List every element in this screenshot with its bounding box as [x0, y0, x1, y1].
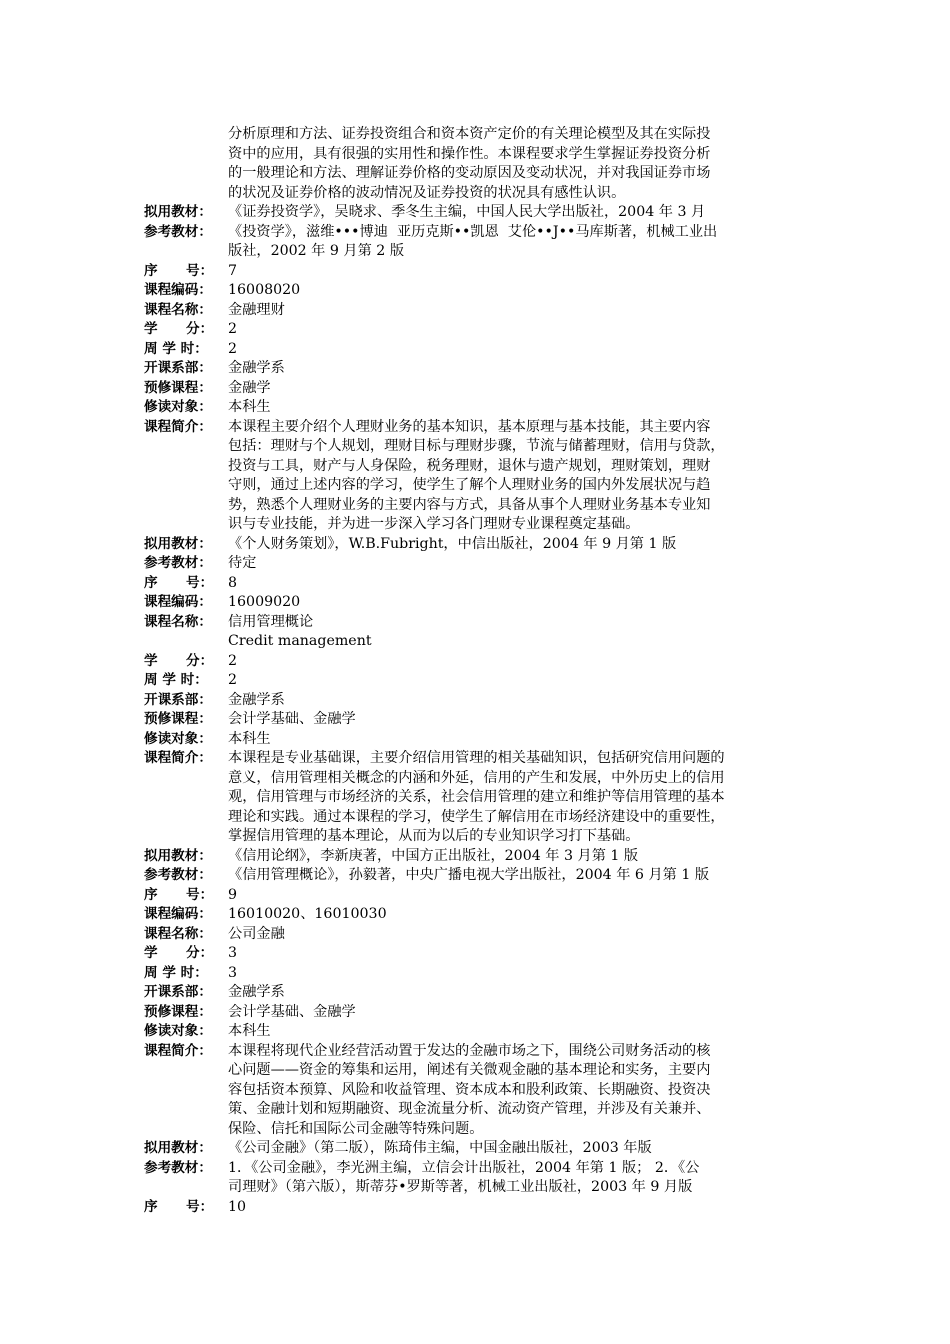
- field-label: 学 分：: [144, 652, 214, 669]
- field-row: [144, 1198, 824, 1218]
- field-label: 课程简介：: [144, 1042, 212, 1059]
- field-label: 周 学 时：: [144, 672, 208, 688]
- field-value: [228, 281, 824, 301]
- field-label: 课程编码：: [144, 282, 212, 298]
- field-row: [144, 730, 824, 750]
- field-value-line: 7: [228, 262, 238, 279]
- field-value-line: 策、金融计划和短期融资、现金流量分析、流动资产管理，并涉及有关兼并、: [228, 1101, 711, 1117]
- field-value-line: Credit management: [228, 633, 372, 649]
- field-label: 参考教材：: [144, 555, 212, 571]
- field-row: [144, 359, 824, 379]
- field-value-line: 投资与工具，财产与人身保险，税务理财，退休与遗产规划，理财策划，理财: [228, 457, 711, 474]
- field-row: [144, 574, 824, 594]
- field-value-line: 《证券投资学》，吴晓求、季冬生主编，中国人民大学出版社，2004 年 3 月: [228, 204, 706, 220]
- field-row: [144, 203, 824, 223]
- field-value: [228, 262, 824, 282]
- field-value-line: 金融学系: [228, 984, 285, 1000]
- field-value-line: 1．《公司金融》，李光洲主编，立信会计出版社，2004 年第 1 版； 2．《公: [228, 1159, 700, 1176]
- field-value-line: 保险、信托和国际公司金融等特殊问题。: [228, 1120, 484, 1137]
- field-value-line: 9: [228, 886, 238, 903]
- field-value-line: 意义，信用管理相关概念的内涵和外延，信用的产生和发展，中外历史上的信用: [228, 769, 725, 786]
- field-row: [144, 1159, 824, 1198]
- field-value-line: 《信用管理概论》，孙毅著，中央广播电视大学出版社，2004 年 6 月第 1 版: [228, 867, 710, 883]
- field-value-line: 包括：理财与个人规划，理财目标与理财步骤，节流与储蓄理财，信用与贷款，: [228, 438, 725, 454]
- field-row: [144, 554, 824, 574]
- field-row: [144, 710, 824, 730]
- field-label: 课程编码：: [144, 594, 212, 610]
- field-value: [228, 944, 824, 964]
- field-value-line: 识与专业技能，并为进一步深入学习各门理财专业课程奠定基础。: [228, 516, 640, 532]
- field-value: [228, 359, 824, 379]
- field-value-line: 容包括资本预算、风险和收益管理、资本成本和股利政策、长期融资、投资决: [228, 1081, 711, 1098]
- field-value-line: 8: [228, 574, 238, 591]
- field-value-line: 观，信用管理与市场经济的关系，社会信用管理的建立和维护等信用管理的基本: [228, 789, 725, 805]
- field-label: 学 分：: [144, 321, 214, 337]
- field-label: 拟用教材：: [144, 204, 212, 220]
- field-value: [228, 652, 824, 672]
- field-value: [228, 1003, 824, 1023]
- field-row: [144, 1139, 824, 1159]
- field-label: 序 号：: [144, 574, 214, 591]
- field-value-line: 司理财》（第六版），斯蒂芬•罗斯等著，机械工业出版社，2003 年 9 月版: [228, 1179, 693, 1195]
- field-value-line: 待定: [228, 555, 257, 571]
- field-label: 开课系部：: [144, 360, 212, 376]
- field-value: [228, 983, 824, 1003]
- field-value-line: 势，熟悉个人理财业务的主要内容与方式，具备从事个人理财业务基本专业知: [228, 496, 711, 513]
- field-value-line: 会计学基础、金融学: [228, 711, 356, 727]
- field-label: 序 号：: [144, 886, 214, 903]
- field-value-line: 3: [228, 964, 238, 981]
- field-value: [228, 730, 824, 750]
- field-label: 课程简介：: [144, 750, 212, 766]
- field-row: [144, 262, 824, 282]
- intro-line: 分析原理和方法、证券投资组合和资本资产定价的有关理论模型及其在实际投: [228, 126, 711, 142]
- field-value-line: 公司金融: [228, 925, 285, 942]
- field-label: 拟用教材：: [144, 1140, 212, 1156]
- field-label: 周 学 时：: [144, 964, 208, 981]
- field-row: [144, 281, 824, 301]
- field-row: [144, 1003, 824, 1023]
- field-row: [144, 1042, 824, 1140]
- field-value-line: 16008020: [228, 282, 301, 298]
- field-value: [228, 749, 824, 847]
- field-row: [144, 886, 824, 906]
- field-value-line: 《信用论纲》，李新庚著，中国方正出版社，2004 年 3 月第 1 版: [228, 847, 639, 864]
- field-label: 预修课程：: [144, 379, 212, 396]
- field-row: [144, 301, 824, 321]
- field-row: [144, 379, 824, 399]
- field-value-line: 本科生: [228, 1023, 271, 1039]
- intro-line: 的状况及证券价格的波动情况及证券投资的状况具有感性认识。: [228, 184, 626, 201]
- field-value-line: 金融理财: [228, 301, 285, 318]
- field-value-line: 心问题——资金的筹集和运用，阐述有关微观金融的基本理论和实务，主要内: [228, 1062, 711, 1078]
- field-value-line: 本科生: [228, 399, 271, 415]
- field-label: 序 号：: [144, 262, 214, 279]
- field-label: 课程编码：: [144, 906, 212, 922]
- field-label: 参考教材：: [144, 867, 212, 883]
- field-label: 学 分：: [144, 945, 214, 961]
- field-value: [228, 1198, 824, 1218]
- field-value: [228, 613, 824, 652]
- field-value: [228, 418, 824, 535]
- field-label: 课程简介：: [144, 418, 212, 435]
- field-value-line: 2: [228, 672, 238, 688]
- field-row: [144, 398, 824, 418]
- field-value-line: 金融学: [228, 379, 271, 396]
- course-list: [144, 203, 824, 1217]
- field-value-line: 版社，2002 年 9 月第 2 版: [228, 243, 405, 259]
- field-value: [228, 671, 824, 691]
- field-row: [144, 535, 824, 555]
- field-value: [228, 1022, 824, 1042]
- field-value: [228, 574, 824, 594]
- field-value: [228, 1042, 824, 1140]
- field-value-line: 会计学基础、金融学: [228, 1003, 356, 1020]
- field-value-line: 金融学系: [228, 360, 285, 376]
- field-value: [228, 340, 824, 360]
- field-value-line: 本科生: [228, 730, 271, 747]
- field-value: [228, 379, 824, 399]
- field-value: [228, 398, 824, 418]
- field-value: [228, 847, 824, 867]
- field-label: 预修课程：: [144, 1003, 212, 1020]
- field-label: 开课系部：: [144, 691, 212, 708]
- field-value-line: 本课程将现代企业经营活动置于发达的金融市场之下，围绕公司财务活动的核: [228, 1042, 711, 1059]
- field-value-line: 2: [228, 321, 238, 337]
- field-row: [144, 613, 824, 652]
- field-value-line: 《个人财务策划》，W.B.Fubright，中信出版社，2004 年 9 月第 1 版: [228, 535, 677, 552]
- field-value-line: 2: [228, 340, 238, 357]
- field-value: [228, 593, 824, 613]
- field-row: [144, 652, 824, 672]
- field-row: [144, 340, 824, 360]
- field-row: [144, 691, 824, 711]
- field-label: 课程名称：: [144, 613, 212, 630]
- field-value: [228, 301, 824, 321]
- field-row: [144, 749, 824, 847]
- field-label: 预修课程：: [144, 711, 212, 727]
- field-value-line: 《公司金融》（第二版），陈琦伟主编，中国金融出版社，2003 年版: [228, 1140, 652, 1156]
- field-row: [144, 593, 824, 613]
- field-row: [144, 320, 824, 340]
- field-row: [144, 671, 824, 691]
- field-value-line: 金融学系: [228, 691, 285, 708]
- field-value: [228, 886, 824, 906]
- field-label: 修读对象：: [144, 1023, 212, 1039]
- field-value: [228, 1139, 824, 1159]
- field-value: [228, 320, 824, 340]
- field-label: 课程名称：: [144, 301, 212, 318]
- field-value-line: 理论和实践。通过本课程的学习，使学生了解信用在市场经济建设中的重要性，: [228, 808, 725, 825]
- field-label: 课程名称：: [144, 925, 212, 942]
- field-row: [144, 1022, 824, 1042]
- field-row: [144, 983, 824, 1003]
- field-row: [144, 905, 824, 925]
- intro-line: 的一般理论和方法、理解证券价格的变动原因及变动状况，并对我国证券市场: [228, 165, 711, 181]
- field-value: [228, 925, 824, 945]
- field-row: [144, 925, 824, 945]
- field-value: [228, 964, 824, 984]
- field-value-line: 信用管理概论: [228, 613, 314, 630]
- field-row: [144, 418, 824, 535]
- field-value: [228, 223, 824, 262]
- field-value-line: 3: [228, 945, 238, 961]
- field-value-line: 掌握信用管理的基本理论，从而为以后的专业知识学习打下基础。: [228, 828, 640, 844]
- field-row: [144, 964, 824, 984]
- field-value: [228, 1159, 824, 1198]
- field-value: [228, 866, 824, 886]
- field-value: [228, 554, 824, 574]
- field-value-line: 16010020、16010030: [228, 906, 387, 922]
- field-value: [228, 691, 824, 711]
- field-value-line: 本课程主要介绍个人理财业务的基本知识，基本原理与基本技能，其主要内容: [228, 418, 711, 435]
- field-label: 拟用教材：: [144, 535, 212, 552]
- field-value-line: 《投资学》，滋维•••博迪 亚历克斯••凯恩 艾伦••J••马库斯著，机械工业出: [228, 223, 718, 240]
- field-row: [144, 847, 824, 867]
- field-label: 序 号：: [144, 1198, 214, 1215]
- field-value: [228, 905, 824, 925]
- field-label: 周 学 时：: [144, 340, 208, 357]
- field-value: [228, 535, 824, 555]
- field-value-line: 守则，通过上述内容的学习，使学生了解个人理财业务的国内外发展状况与趋: [228, 477, 711, 493]
- field-value-line: 本课程是专业基础课，主要介绍信用管理的相关基础知识，包括研究信用问题的: [228, 750, 725, 766]
- field-value-line: 2: [228, 652, 238, 669]
- field-label: 拟用教材：: [144, 847, 212, 864]
- field-label: 开课系部：: [144, 984, 212, 1000]
- intro-line: 资中的应用，具有很强的实用性和操作性。本课程要求学生掌握证券投资分析: [228, 145, 711, 162]
- field-row: [144, 944, 824, 964]
- field-value: [228, 203, 824, 223]
- field-value-line: 10: [228, 1198, 247, 1215]
- field-label: 参考教材：: [144, 223, 212, 240]
- field-label: 修读对象：: [144, 730, 212, 747]
- field-label: 参考教材：: [144, 1159, 212, 1176]
- field-value: [228, 710, 824, 730]
- intro-paragraph: [228, 125, 818, 203]
- field-row: [144, 223, 824, 262]
- field-row: [144, 866, 824, 886]
- field-value-line: 16009020: [228, 594, 301, 610]
- field-label: 修读对象：: [144, 399, 212, 415]
